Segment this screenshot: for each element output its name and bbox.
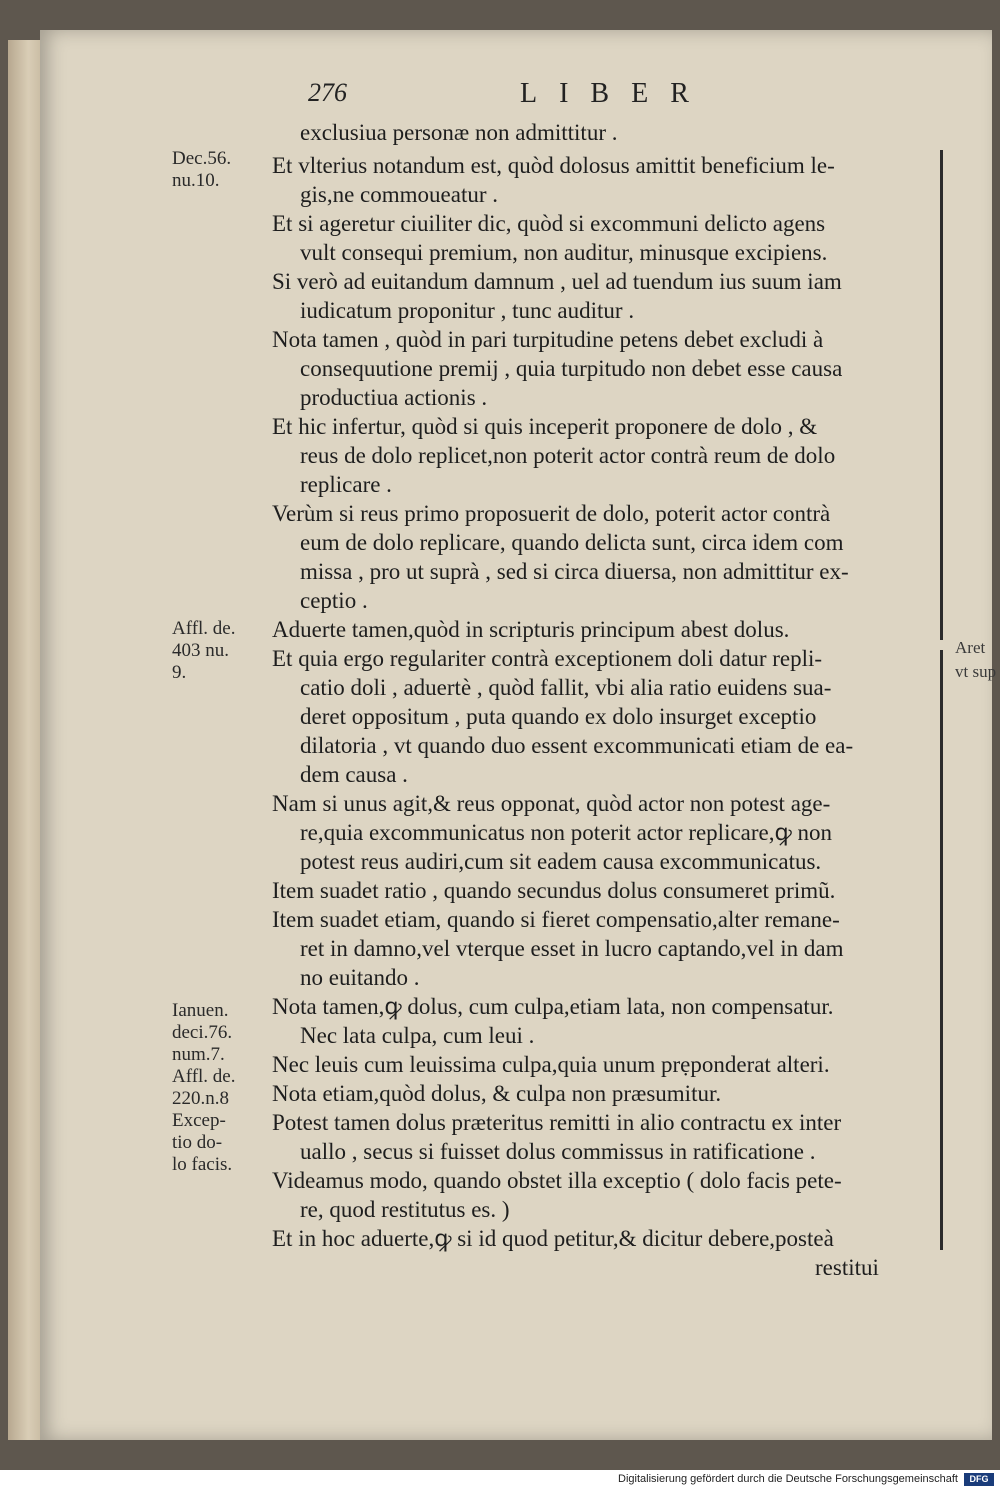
- text-line: reus de dolo replicet,non poterit actor contrà reum de dolo: [300, 443, 836, 468]
- text-line: consequutione premij , quia turpitudo non debet esse causa: [300, 356, 843, 381]
- running-head: LIBER: [520, 78, 711, 109]
- margin-bracket: [940, 650, 943, 1250]
- text-line: replicare .: [300, 472, 392, 497]
- catchword: restitui: [815, 1255, 879, 1280]
- text-line: gis,ne commoueatur .: [300, 182, 499, 207]
- page-stack-edge: [8, 40, 42, 1440]
- text-line: Nec lata culpa, cum leui .: [300, 1023, 535, 1048]
- text-line: uallo , secus si fuisset dolus commissus in ratificatione .: [300, 1139, 816, 1164]
- text-line: iudicatum proponitur , tunc auditur .: [300, 298, 635, 323]
- page-number: 276: [308, 78, 347, 107]
- text-line: Et quia ergo regulariter contrà exceptionem doli datur repli-: [272, 646, 823, 671]
- text-line: missa , pro ut suprà , sed si circa diuersa, non admittitur ex-: [300, 559, 849, 584]
- text-line: Nota tamen,ꝙ dolus, cum culpa,etiam lata, non compensatur.: [272, 994, 834, 1019]
- text-line: Si verò ad euitandum damnum , uel ad tuendum ius suum iam: [272, 269, 842, 294]
- page-header: [0, 78, 1000, 118]
- text-line: eum de dolo replicare, quando delicta sunt, circa idem com: [300, 530, 844, 555]
- footer-credit: Digitalisierung gefördert durch die Deutsche Forschungsgemeinschaft: [618, 1473, 958, 1485]
- text-line: ceptio .: [300, 588, 368, 613]
- text-line: Et si ageretur ciuiliter dic, quòd si excommuni delicto agens: [272, 211, 826, 236]
- marginal-note: Dec.56. nu.10.: [172, 148, 232, 191]
- text-line: catio doli , aduertè , quòd fallit, vbi alia ratio euidens sua-: [300, 675, 832, 700]
- margin-bracket: [940, 150, 943, 640]
- text-line: Nam si unus agit,& reus opponat, quòd actor non potest age-: [272, 791, 831, 816]
- bleed-through-text: Aret: [955, 638, 986, 657]
- text-line: Item suadet etiam, quando si fieret compensatio,alter remane-: [272, 907, 840, 932]
- text-line: Item suadet ratio , quando secundus dolus consumeret primũ.: [272, 878, 836, 903]
- text-line: Potest tamen dolus præteritus remitti in alio contractu ex inter: [272, 1110, 842, 1135]
- text-line: Videamus modo, quando obstet illa exceptio ( dolo facis pete-: [272, 1168, 842, 1193]
- text-line: Verùm si reus primo proposuerit de dolo, poterit actor contrà: [272, 501, 831, 526]
- text-line: Nec leuis cum leuissima culpa,quia unum prẹponderat alteri.: [272, 1052, 830, 1077]
- dfg-logo: DFG: [964, 1473, 994, 1486]
- text-line: no euitando .: [300, 965, 420, 990]
- text-line: Et hic infertur, quòd si quis inceperit proponere de dolo , &: [272, 414, 818, 439]
- text-line: Et vlterius notandum est, quòd dolosus amittit beneficium le-: [272, 153, 835, 178]
- text-line: Aduerte tamen,quòd in scripturis principum abest dolus.: [272, 617, 790, 642]
- text-line: re,quia excommunicatus non poterit actor replicare,ꝙ non: [300, 820, 833, 845]
- text-line: ret in damno,vel vterque esset in lucro captando,vel in dam: [300, 936, 844, 961]
- text-line: deret oppositum , puta quando ex dolo insurget exceptio: [300, 704, 817, 729]
- text-line: re, quod restitutus es. ): [300, 1197, 510, 1222]
- text-line: vult consequi premium, non auditur, minusque excipiens.: [300, 240, 828, 265]
- text-line: Nota etiam,quòd dolus, & culpa non præsumitur.: [272, 1081, 722, 1106]
- marginal-note: Affl. de. 403 nu. 9.: [172, 618, 236, 683]
- text-line: productiua actionis .: [300, 385, 488, 410]
- text-line: dilatoria , vt quando duo essent excommunicati etiam de ea-: [300, 733, 854, 758]
- text-line: dem causa .: [300, 762, 408, 787]
- text-line: Et in hoc aduerte,ꝙ si id quod petitur,& dicitur debere,posteà: [272, 1226, 834, 1251]
- text-line: potest reus audiri,cum sit eadem causa excommunicatus.: [300, 849, 822, 874]
- marginal-note: Ianuen. deci.76. num.7. Affl. de. 220.n.8 Excep- tio do- lo facis.: [172, 1000, 236, 1175]
- text-line: Nota tamen , quòd in pari turpitudine petens debet excludi à: [272, 327, 824, 352]
- bleed-through-text: vt sup: [955, 662, 997, 681]
- text-line: exclusiua personæ non admittitur .: [300, 120, 618, 145]
